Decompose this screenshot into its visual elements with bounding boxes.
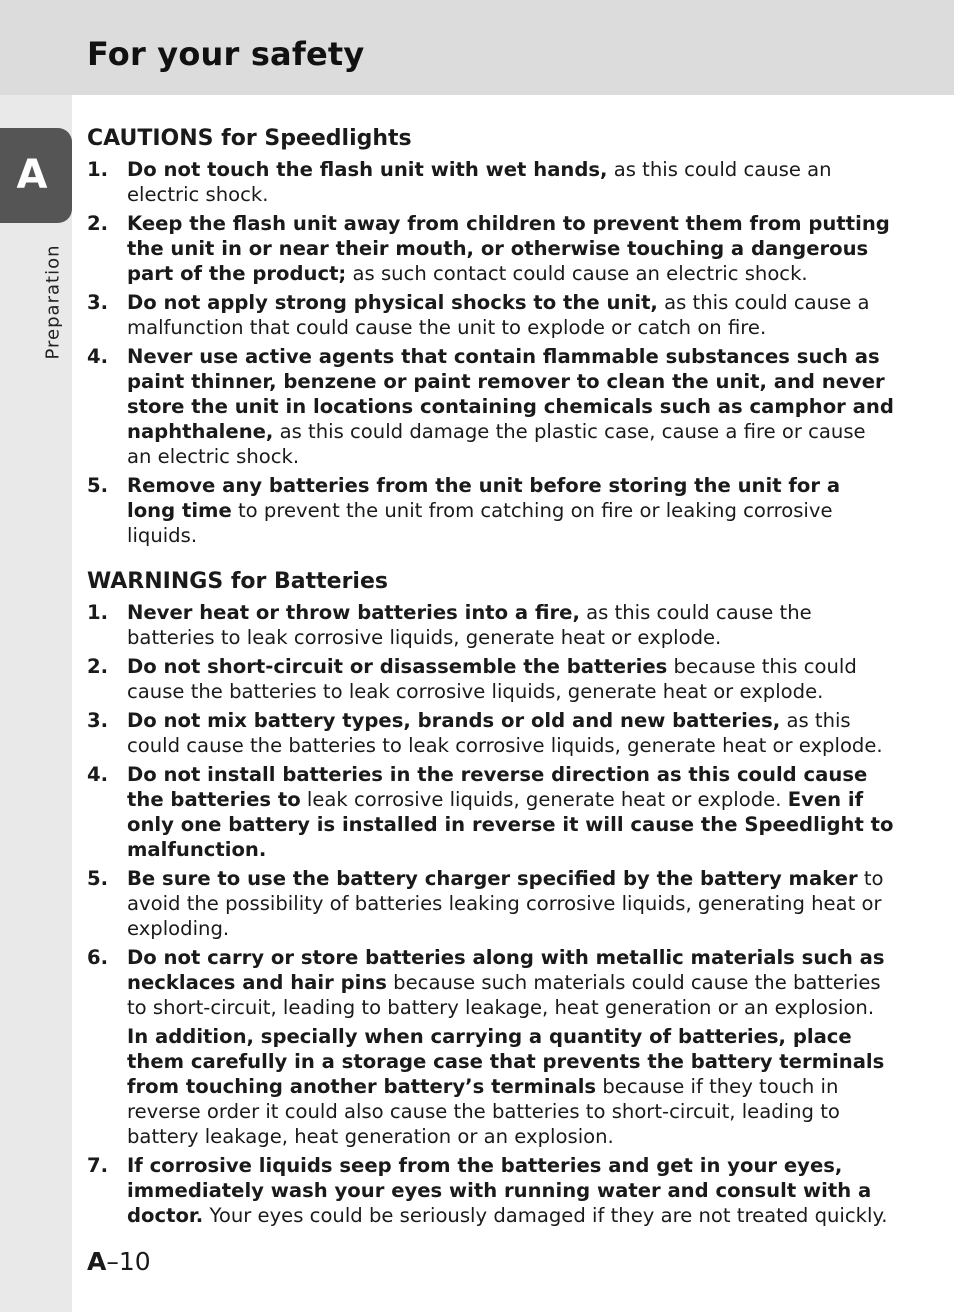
- list-item: [87, 654, 895, 704]
- item-text: as this could cause the batteries to leak corrosive liquids, generate heat or explode.: [127, 601, 812, 649]
- item-bold-text: Be sure to use the battery charger specified by the battery maker: [127, 867, 858, 890]
- item-bold-text: Keep the flash unit away from children to prevent them from putting the unit in or near their mouth, or otherwise touching a dangerous part of the product;: [127, 212, 890, 285]
- main-content: [87, 124, 895, 1232]
- item-bold-text: Do not install batteries in the reverse direction as this could cause the batteries to: [127, 763, 868, 811]
- list-item: [87, 708, 895, 758]
- item-number: 1.: [87, 158, 109, 181]
- page-number: [87, 1246, 151, 1278]
- item-text: as this could cause an electric shock.: [127, 158, 832, 206]
- item-text: because this could cause the batteries to leak corrosive liquids, generate heat or explode.: [127, 655, 857, 703]
- list-item: [87, 600, 895, 650]
- page-number-letter: A: [87, 1247, 107, 1276]
- item-number: 1.: [87, 601, 109, 624]
- list-item: [87, 1153, 895, 1228]
- item-bold-text: Do not apply strong physical shocks to the unit,: [127, 291, 658, 314]
- item-text: to avoid the possibility of batteries leaking corrosive liquids, generating heat or exploding.: [127, 867, 884, 940]
- header-band: [0, 0, 954, 95]
- warnings-list: [87, 600, 895, 1228]
- item-text: Your eyes could be seriously damaged if they are not treated quickly.: [203, 1204, 888, 1227]
- item-second-paragraph: [127, 1024, 895, 1149]
- page-number-suffix: –10: [106, 1247, 151, 1276]
- item-bold-text: Remove any batteries from the unit before storing the unit for a long time: [127, 474, 841, 522]
- section-heading-cautions: CAUTIONS for Speedlights: [87, 126, 412, 151]
- item-bold-text: Do not carry or store batteries along with metallic materials such as necklaces and hair pins: [127, 946, 885, 994]
- item-number: 2.: [87, 655, 109, 678]
- chapter-label-text: Preparation: [42, 244, 64, 360]
- section-heading-warnings: WARNINGS for Batteries: [87, 569, 388, 594]
- item-number: 3.: [87, 291, 109, 314]
- list-item: [87, 945, 895, 1149]
- item-text: because such materials could cause the batteries to short-circuit, leading to battery leakage, heat generation or an explosion.: [127, 971, 881, 1019]
- item-bold-text: Do not touch the flash unit with wet hands,: [127, 158, 608, 181]
- list-item: [87, 157, 895, 207]
- item-number: 7.: [87, 1154, 109, 1177]
- item-text: leak corrosive liquids, generate heat or explode.: [300, 788, 788, 811]
- item-number: 3.: [87, 709, 109, 732]
- item-bold-text: Do not mix battery types, brands or old and new batteries,: [127, 709, 781, 732]
- item-number: 5.: [87, 867, 109, 890]
- list-item: [87, 473, 895, 548]
- item-number: 2.: [87, 212, 109, 235]
- item-bold-text: Do not short-circuit or disassemble the batteries: [127, 655, 668, 678]
- item-text: as this could cause the batteries to leak corrosive liquids, generate heat or explode.: [127, 709, 883, 757]
- item-bold-text-2: Even if only one battery is installed in reverse it will cause the Speedlight to malfunction.: [127, 788, 894, 861]
- chapter-tab: A: [0, 128, 72, 223]
- list-item: [87, 762, 895, 862]
- item-text: because if they touch in reverse order it could also cause the batteries to short-circuit, leading to battery leakage, heat generation or an explosion.: [127, 1075, 840, 1148]
- item-number: 4.: [87, 345, 109, 368]
- list-item: [87, 290, 895, 340]
- item-number: 5.: [87, 474, 109, 497]
- item-bold-text: Never heat or throw batteries into a fire,: [127, 601, 580, 624]
- item-number: 6.: [87, 946, 109, 969]
- item-text: as such contact could cause an electric shock.: [346, 262, 808, 285]
- item-text: to prevent the unit from catching on fire or leaking corrosive liquids.: [127, 499, 833, 547]
- item-bold-text: In addition, specially when carrying a quantity of batteries, place them carefully in a storage case that prevents the battery terminals from touching another battery’s terminals: [127, 1025, 885, 1098]
- item-text: as this could damage the plastic case, cause a fire or cause an electric shock.: [127, 420, 866, 468]
- page-title: For your safety: [87, 35, 365, 73]
- item-text: as this could cause a malfunction that could cause the unit to explode or catch on fire.: [127, 291, 870, 339]
- cautions-list: [87, 157, 895, 548]
- list-item: [87, 344, 895, 469]
- list-item: [87, 211, 895, 286]
- item-number: 4.: [87, 763, 109, 786]
- item-bold-text: If corrosive liquids seep from the batteries and get in your eyes, immediately wash your eyes with running water and consult with a doctor.: [127, 1154, 872, 1227]
- item-bold-text: Never use active agents that contain flammable substances such as paint thinner, benzene or paint remover to clean the unit, and never store the unit in locations containing chemicals such as camphor and naphthalene,: [127, 345, 894, 443]
- list-item: [87, 866, 895, 941]
